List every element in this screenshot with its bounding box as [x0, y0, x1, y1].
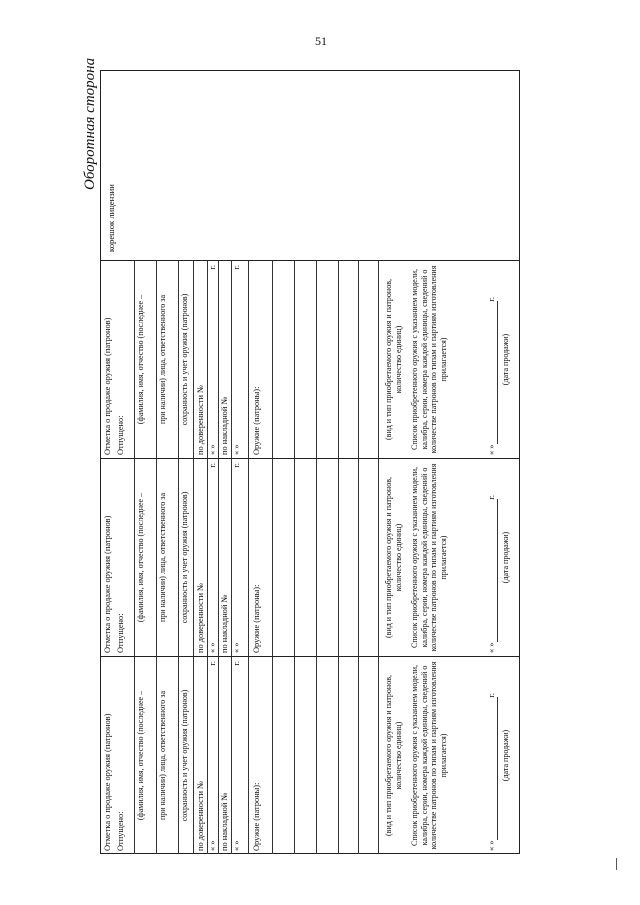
caption-name-2: при наличии) лица, ответственного за [158, 492, 167, 623]
sale-year-suffix: г. [487, 495, 496, 500]
year-suffix: г. [208, 463, 217, 468]
caption-list: Список приобретенного оружия с указанием модели, калибра, серии, номера каждой единицы, сведений о количестве патронов по типам и партиям изготовления прилагается) [410, 265, 448, 454]
sale-date-caption: (дата продажи) [501, 333, 510, 386]
invoice-date-quote: « » [232, 444, 241, 455]
released-label: Отпущено: [116, 415, 125, 455]
power-of-attorney-label: по доверенности № [196, 384, 205, 455]
date-open-quote: « » [208, 444, 217, 455]
caption-name: (фамилия, имя, отчество (последнее – [136, 690, 145, 821]
invoice-year-suffix: г. [232, 265, 241, 270]
sale-date-quote: « » [487, 840, 496, 851]
sale-record-column-1 [100, 656, 520, 854]
caption-name-2: при наличии) лица, ответственного за [158, 294, 167, 425]
caption-name: (фамилия, имя, отчество (последнее – [136, 294, 145, 425]
released-label: Отпущено: [116, 811, 125, 851]
sale-date-caption: (дата продажи) [501, 531, 510, 584]
weapon-label: Оружие (патроны): [252, 386, 261, 455]
caption-name: (фамилия, имя, отчество (последнее – [136, 492, 145, 623]
power-of-attorney-label: по доверенности № [196, 582, 205, 653]
invoice-label: по накладной № [220, 396, 229, 455]
caption-type: (вид и тип приобретаемого оружия и патронов, количество единиц) [384, 675, 403, 836]
caption-type: (вид и тип приобретаемого оружия и патронов, количество единиц) [384, 477, 403, 638]
date-open-quote: « » [208, 642, 217, 653]
caption-list: Список приобретенного оружия с указанием модели, калибра, серии, номера каждой единицы, сведений о количестве патронов по типам и партиям изготовления прилагается) [410, 661, 448, 850]
year-suffix: г. [208, 661, 217, 666]
invoice-label: по накладной № [220, 594, 229, 653]
caption-name-3: сохранность и учет оружия (патронов) [180, 689, 189, 822]
sale-title: Отметка о продаже оружия (патронов) [103, 713, 112, 851]
caption-name-3: сохранность и учет оружия (патронов) [180, 491, 189, 624]
weapon-label: Оружие (патроны): [252, 584, 261, 653]
reverse-side-heading: Оборотная сторона [82, 57, 98, 190]
sale-year-suffix: г. [487, 693, 496, 698]
form-rotated-content [82, 57, 520, 854]
date-open-quote: « » [208, 840, 217, 851]
caption-name-2: при наличии) лица, ответственного за [158, 690, 167, 821]
weapon-label: Оружие (патроны): [252, 782, 261, 851]
invoice-year-suffix: г. [232, 661, 241, 666]
caption-type: (вид и тип приобретаемого оружия и патронов, количество единиц) [384, 279, 403, 440]
sale-year-suffix: г. [487, 297, 496, 302]
sale-date-quote: « » [487, 444, 496, 455]
sale-record-column-3 [100, 260, 520, 458]
license-stub-label: корешок лицензии [106, 184, 116, 252]
page-number: 51 [315, 34, 327, 48]
sale-title: Отметка о продаже оружия (патронов) [103, 515, 112, 653]
year-suffix: г. [208, 265, 217, 270]
invoice-year-suffix: г. [232, 463, 241, 468]
caption-list: Список приобретенного оружия с указанием модели, калибра, серии, номера каждой единицы, сведений о количестве патронов по типам и партиям изготовления прилагается) [410, 463, 448, 652]
caption-name-3: сохранность и учет оружия (патронов) [180, 293, 189, 426]
scan-edge-mark [616, 858, 617, 870]
rotated-form-sheet [82, 57, 520, 854]
invoice-date-quote: « » [232, 642, 241, 653]
sale-date-caption: (дата продажи) [501, 729, 510, 782]
sale-date-quote: « » [487, 642, 496, 653]
license-stub-column [100, 70, 520, 260]
sale-record-column-2 [100, 458, 520, 656]
power-of-attorney-label: по доверенности № [196, 780, 205, 851]
invoice-label: по накладной № [220, 792, 229, 851]
released-label: Отпущено: [116, 613, 125, 653]
sale-title: Отметка о продаже оружия (патронов) [103, 317, 112, 455]
invoice-date-quote: « » [232, 840, 241, 851]
